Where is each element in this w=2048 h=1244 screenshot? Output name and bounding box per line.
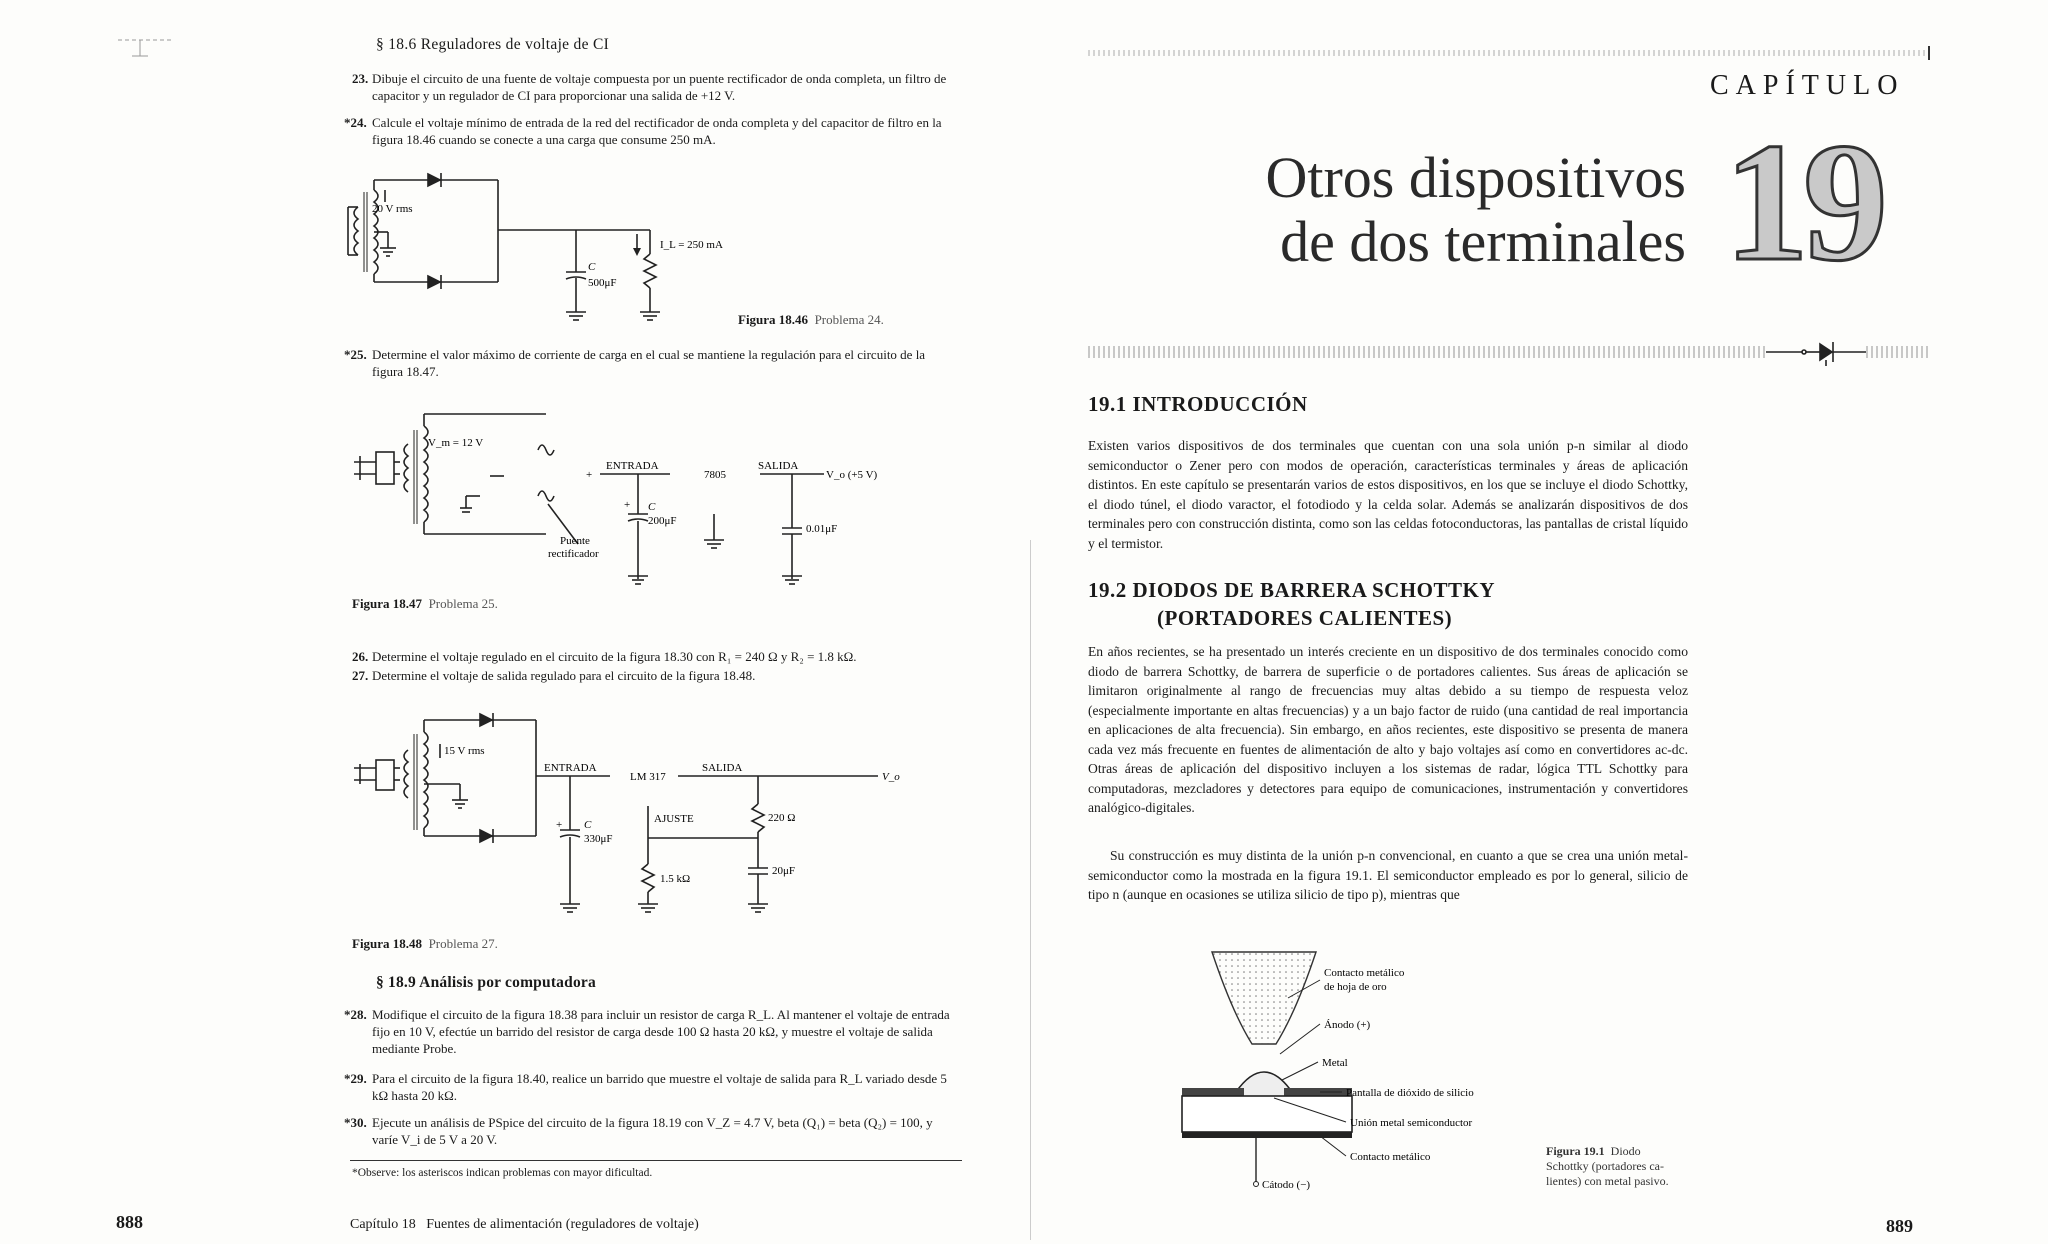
regulator-ic-label: 7805 bbox=[704, 469, 726, 481]
capacitor-value: 200μF bbox=[648, 515, 677, 527]
fig19-label-junction: Unión metal semiconductor bbox=[1350, 1117, 1473, 1129]
footnote-rule bbox=[350, 1160, 962, 1161]
salida-label: SALIDA bbox=[758, 460, 799, 472]
problem-text: Determine el voltaje de salida regulado para el circuito de la figura 18.48. bbox=[372, 668, 756, 683]
problem-text: Ejecute un análisis de PSpice del circuito de la figura 18.19 con V_Z = 4.7 V, beta (Q₁) = beta (Q₂) = 100, y varíe V_i de 5 V a 20 V. bbox=[372, 1115, 933, 1147]
capacitor-2-value: 20μF bbox=[772, 865, 796, 877]
capacitor-value: 500μF bbox=[588, 277, 617, 289]
problem-number: *24. bbox=[344, 115, 367, 130]
section-2-para-1: En años recientes, se ha presentado un interés creciente en un dispositivo de dos terminales conocido como diodo de barrera Schottky, de barrera de superficie o de portadores calientes. Sus áreas de aplicación se limitaron originalmente al rango de frecuencias muy altas debido a su tiempo de respuesta veloz (especialmente importante en altas frecuencias) y a un bajo factor de ruido (una cantidad de real importancia en aplicaciones de alta frecuencia). Sin embargo, en años recientes, este dispositivo se presenta de manera cada vez más frecuente en fuentes de alimentación de alto y bajo voltajes así como en convertidores ac-dc. Otras áreas de aplicación del dispositivo incluyen a los sistemas de radar, lógica TTL Schottky para computadoras, mezcladores y detectores para equipo de comunicaciones, instrumentación y convertidores analógico-digitales. bbox=[1088, 644, 1688, 815]
ajuste-label: AJUSTE bbox=[654, 813, 694, 825]
section-1-title: 19.1 INTRODUCCIÓN bbox=[1088, 392, 1308, 416]
gutter bbox=[1030, 540, 1031, 1240]
chapter-band bbox=[1088, 346, 1768, 358]
problem-29 bbox=[344, 1070, 954, 1104]
problem-number: 26. bbox=[352, 649, 369, 664]
top-rule-end bbox=[1928, 46, 1930, 60]
problem-text: Calcule el voltaje mínimo de entrada de la red del rectificador de onda completa y del capacitor de filtro en la figura 18.46 cuando se conecte a una carga que consume 250 mA. bbox=[372, 115, 942, 147]
problem-28 bbox=[344, 1006, 954, 1057]
voltage-label: 20 V rms bbox=[372, 203, 413, 215]
page-number-right: 889 bbox=[1886, 1216, 1913, 1236]
chapter-title bbox=[1200, 146, 1686, 274]
chapter-band-end bbox=[1866, 346, 1928, 358]
section-2-header: § 18.9 Análisis por computadora bbox=[376, 974, 596, 991]
figure-19-1-caption: Figura 19.1 Diodo Schottky (portadores ca- lientes) con metal pasivo. bbox=[1546, 1144, 1669, 1188]
section-2-title-line-1: 19.2 DIODOS DE BARRERA SCHOTTKY bbox=[1088, 578, 1495, 602]
figure-18-46-caption: Figura 18.46 Problema 24. bbox=[738, 312, 884, 327]
vo-label: V_o (+5 V) bbox=[826, 469, 878, 481]
svg-text:+: + bbox=[586, 469, 593, 481]
figure-18-48 bbox=[348, 704, 928, 918]
problem-23 bbox=[352, 70, 962, 104]
entrada-label: ENTRADA bbox=[544, 762, 597, 774]
problem-26 bbox=[352, 648, 962, 665]
problem-text: Determine el valor máximo de corriente de carga en el cual se mantiene la regulación para el circuito de la figura 18.47. bbox=[372, 347, 926, 379]
capacitor-label: C bbox=[584, 819, 592, 831]
problem-number: *28. bbox=[344, 1007, 367, 1022]
problem-number: *30. bbox=[344, 1115, 367, 1130]
footnote: *Observe: los asteriscos indican problemas con mayor dificultad. bbox=[352, 1167, 653, 1179]
capacitor-value: 330μF bbox=[584, 833, 613, 845]
section-2-para-2: Su construcción es muy distinta de la unión p-n convencional, en cuanto a que se crea una unión metal-semiconductor como la mostrada en la figura 19.1. El semiconductor empleado es por lo general, silicio de tipo n (aunque en ocasiones se utiliza silicio de tipo p), mientras que bbox=[1088, 848, 1688, 902]
figure-18-47 bbox=[348, 404, 908, 588]
chapter-title-line-1: Otros dispositivos bbox=[1265, 145, 1686, 210]
capacitor-label: C bbox=[588, 261, 596, 273]
fig19-label-anode: Ánodo (+) bbox=[1324, 1019, 1371, 1031]
problem-number: *29. bbox=[344, 1071, 367, 1086]
svg-text:+: + bbox=[556, 819, 563, 831]
problem-number: *25. bbox=[344, 347, 367, 362]
rectificador-label: rectificador bbox=[548, 548, 599, 560]
salida-label: SALIDA bbox=[702, 762, 743, 774]
page-number-left: 888 bbox=[116, 1212, 143, 1232]
problem-text: Modifique el circuito de la figura 18.38 para incluir un resistor de carga R_L. Al mantener el voltaje de entrada fijo en 10 V, efectúe un barrido del resistor de carga desde 100 Ω hasta 20 kΩ, y muestre el voltaje de salida mediante Probe. bbox=[372, 1007, 950, 1056]
problem-27 bbox=[352, 667, 962, 684]
running-footer: Capítulo 18 Fuentes de alimentación (reguladores de voltaje) bbox=[350, 1217, 699, 1232]
fig19-label-cathode: Cátodo (−) bbox=[1262, 1179, 1311, 1191]
problem-30 bbox=[344, 1114, 954, 1148]
fig19-label-oxide: Pantalla de dióxido de silicio bbox=[1346, 1087, 1474, 1099]
figure-18-47-caption: Figura 18.47 Problema 25. bbox=[352, 596, 498, 611]
problem-24 bbox=[344, 114, 954, 148]
figure-18-48-caption: Figura 18.48 Problema 27. bbox=[352, 936, 498, 951]
entrada-label: ENTRADA bbox=[606, 460, 659, 472]
section-1-body: Existen varios dispositivos de dos terminales que cuentan con una sola unión p-n similar al diodo semiconductor o Zener pero con modos de operación, características terminales y áreas de aplicación distintos. En este capítulo se presentarán varios de estos dispositivos, en los que se incluye el diodo Schottky, el diodo túnel, el diodo varactor, el fotodiodo y la celda solar. Además se analizarán dispositivos de dos terminales pero con construcción distinta, como son las celdas fotoconductoras, las pantallas de cristal líquido y el termistor. bbox=[1088, 438, 1688, 551]
load-current-label: I_L = 250 mA bbox=[660, 239, 723, 251]
problem-number: 23. bbox=[352, 71, 369, 86]
regulator-ic-label: LM 317 bbox=[630, 771, 666, 783]
capacitor-label: C bbox=[648, 501, 656, 513]
fig19-label-1: Contacto metálico bbox=[1324, 967, 1405, 979]
top-rule bbox=[1088, 50, 1928, 56]
fig19-label-contact: Contacto metálico bbox=[1350, 1151, 1431, 1163]
resistor-2-value: 1.5 kΩ bbox=[660, 873, 691, 885]
problem-text: Determine el voltaje regulado en el circuito de la figura 18.30 con R₁ = 240 Ω y R₂ = 1.8 kΩ. bbox=[372, 649, 857, 664]
section-2-title-line-2: (PORTADORES CALIENTES) bbox=[1157, 606, 1453, 630]
fig19-label-2: de hoja de oro bbox=[1324, 981, 1387, 993]
puente-label: Puente bbox=[560, 535, 590, 547]
fig19-label-metal: Metal bbox=[1322, 1057, 1348, 1069]
problem-text: Dibuje el circuito de una fuente de voltaje compuesta por un puente rectificador de onda completa, un filtro de capacitor y un regulador de CI para proporcionar una salida de +12 V. bbox=[372, 71, 947, 103]
chapter-number: 19 bbox=[1724, 108, 1882, 296]
resistor-1-value: 220 Ω bbox=[768, 812, 796, 824]
problem-25 bbox=[344, 346, 954, 380]
svg-text:+: + bbox=[624, 499, 631, 511]
voltage-label: 15 V rms bbox=[444, 745, 485, 757]
vm-label: V_m = 12 V bbox=[428, 437, 484, 449]
capacitor-2-value: 0.01μF bbox=[806, 523, 838, 535]
problem-text: Para el circuito de la figura 18.40, realice un barrido que muestre el voltaje de salida para R_L variado desde 5 kΩ hasta 20 kΩ. bbox=[372, 1071, 947, 1103]
figure-18-46 bbox=[340, 162, 880, 332]
scan-mark bbox=[118, 34, 178, 62]
chapter-label: CAPÍTULO bbox=[1710, 70, 1905, 101]
section-header: § 18.6 Reguladores de voltaje de CI bbox=[376, 36, 610, 53]
problem-number: 27. bbox=[352, 668, 369, 683]
chapter-title-line-2: de dos terminales bbox=[1280, 209, 1686, 274]
vo-label: V_o bbox=[882, 771, 900, 783]
